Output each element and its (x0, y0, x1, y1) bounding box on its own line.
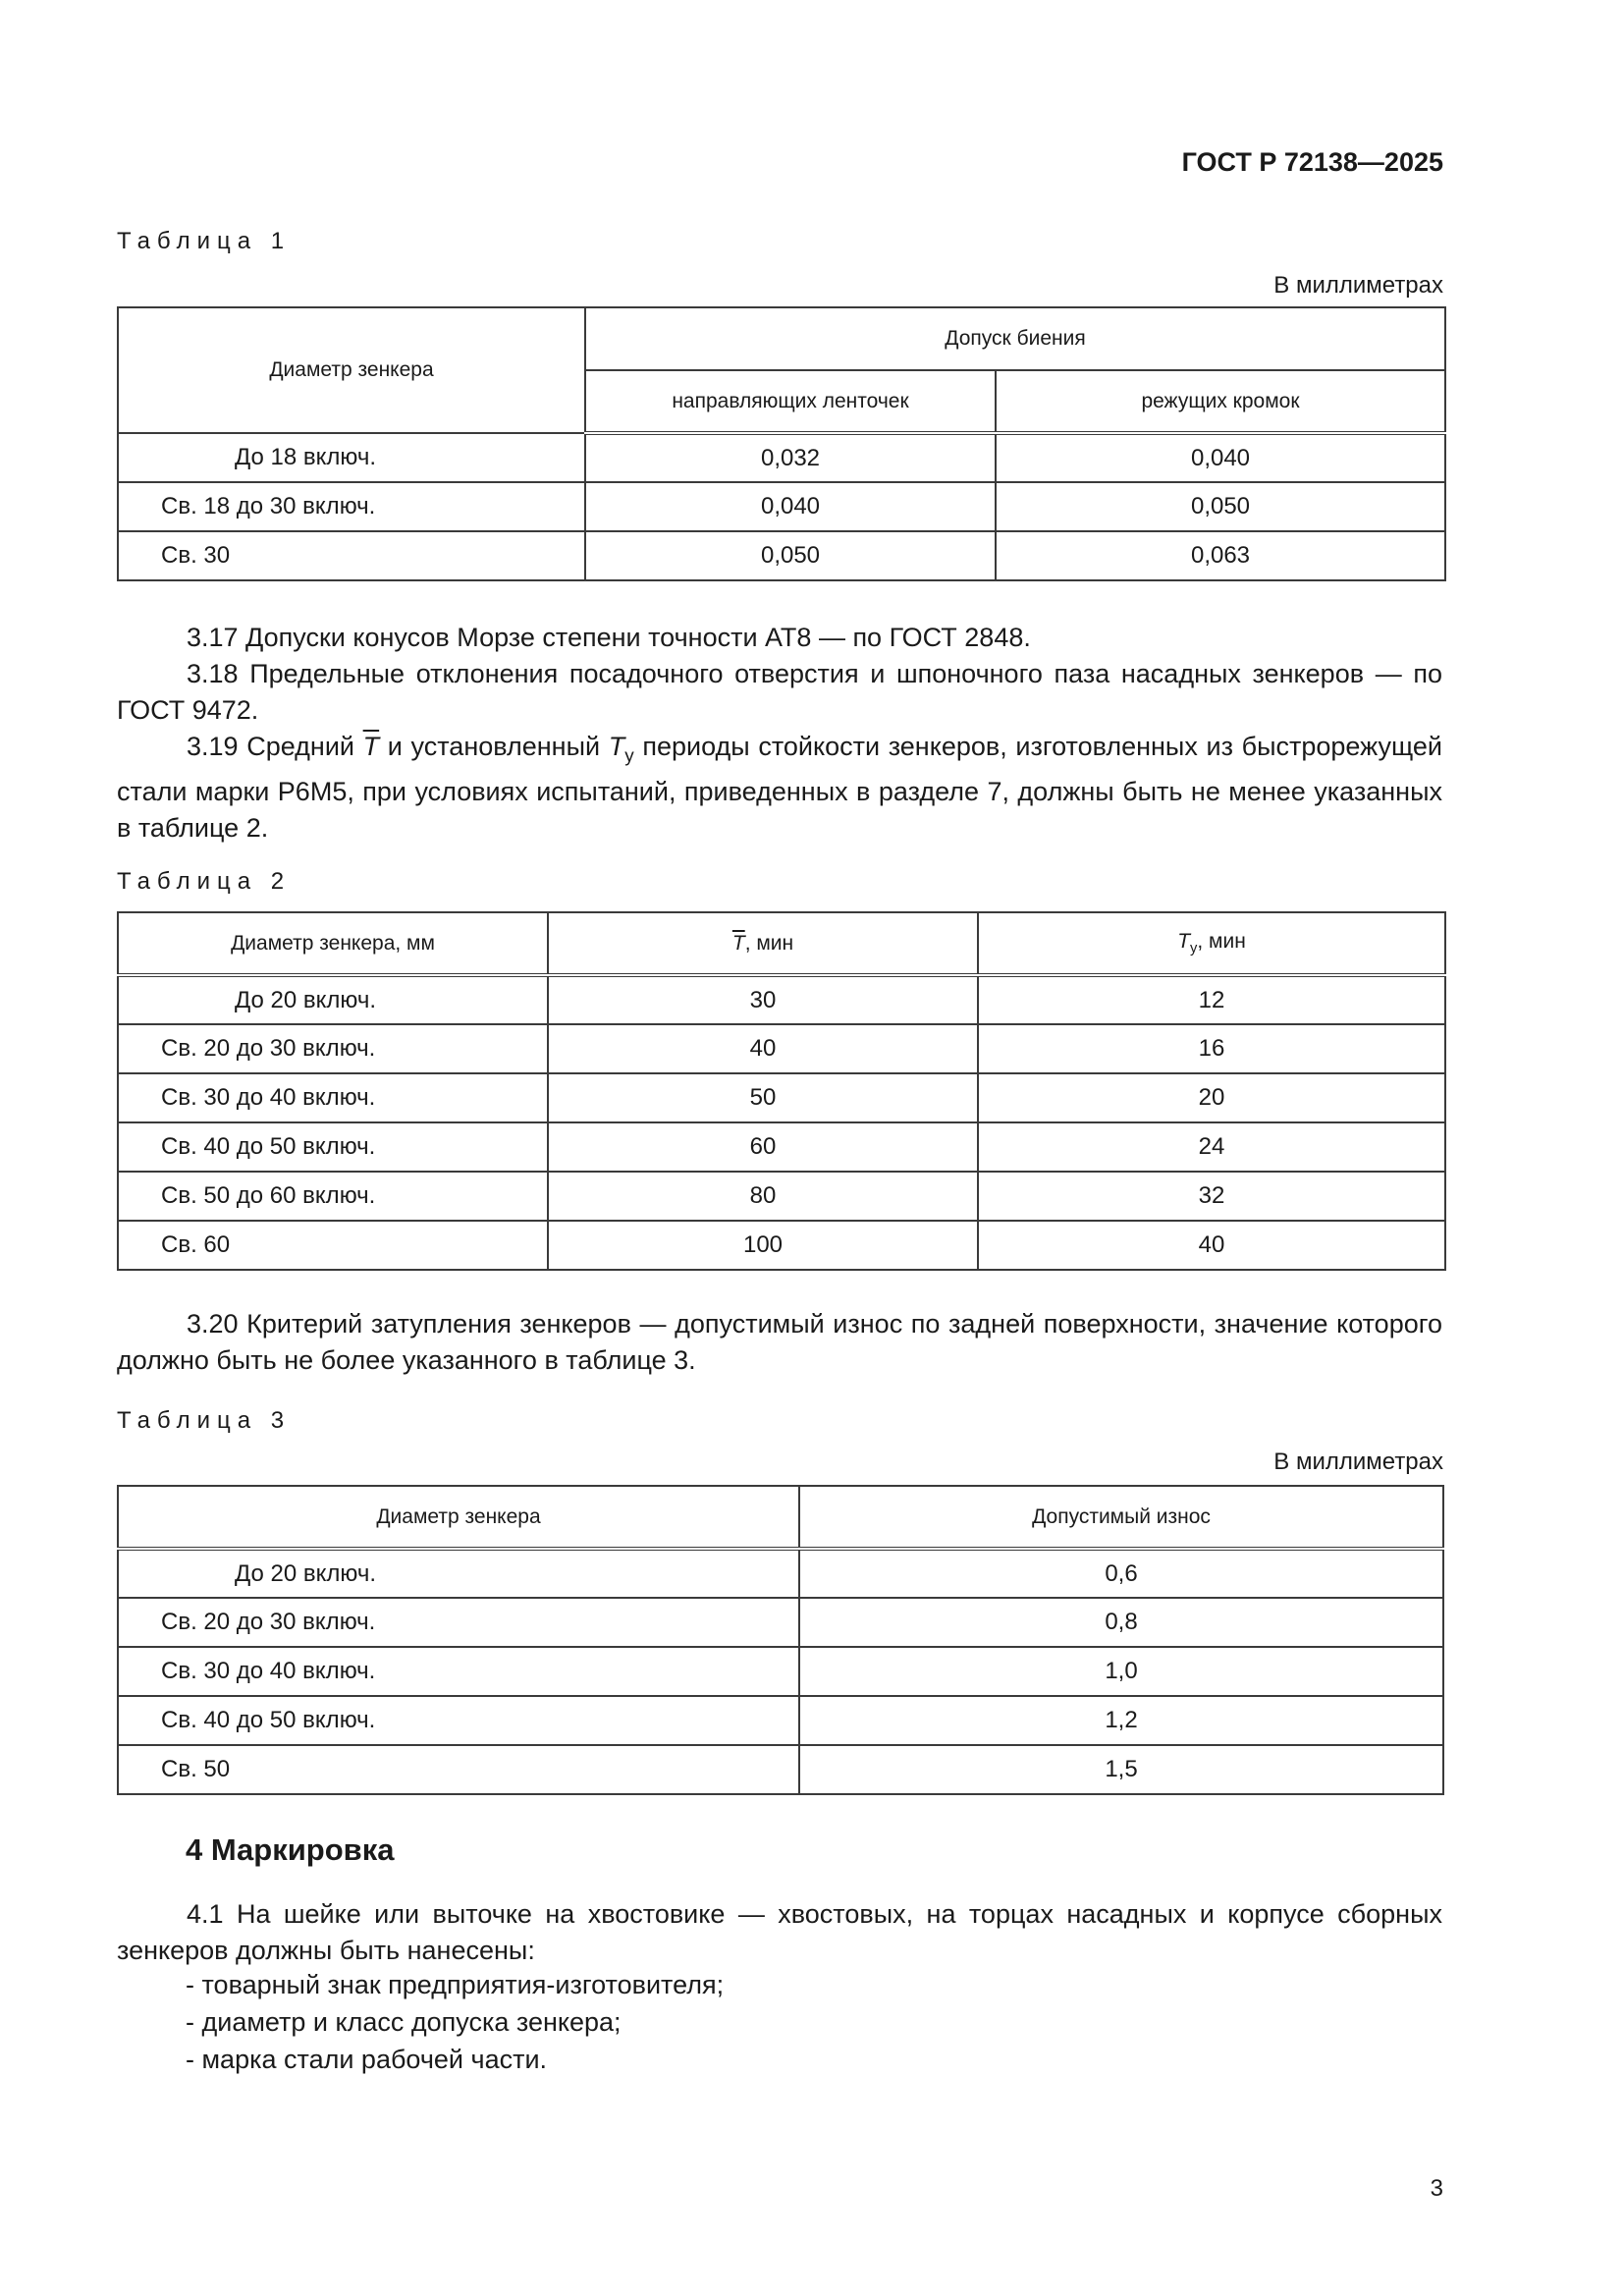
paragraph-4-1: 4.1 На шейке или выточке на хвостовике — хвостовых, на торцах насадных и корпусе сборных зенкеров должны быть нанесены: (117, 1899, 1442, 1965)
table-row (118, 975, 1445, 1024)
table2-header-t-set: $T_у$, мин (978, 912, 1445, 975)
table2-cell-diameter: Св. 50 до 60 включ. (118, 1172, 548, 1221)
table2-caption: Таблица 2 (117, 868, 292, 895)
table3 (117, 1485, 1444, 1795)
table1-header-edges: режущих кромок (996, 370, 1445, 433)
t-set-symbol: T (608, 732, 625, 761)
table2-cell-t-set: 32 (978, 1172, 1445, 1221)
table2-cell-t-set: 12 (978, 975, 1445, 1024)
table2-cell-diameter: Св. 60 (118, 1221, 548, 1270)
table-row (118, 1598, 1443, 1647)
list-item: - товарный знак предприятия-изготовителя; (186, 1970, 725, 1999)
document-code: ГОСТ Р 72138—2025 (1181, 147, 1443, 177)
table-row (118, 1221, 1445, 1270)
table3-caption: Таблица 3 (117, 1407, 292, 1434)
paragraph-3-20: 3.20 Критерий затупления зенкеров — допустимый износ по задней поверхности, значение которого должно быть не более указанного в таблице 3. (117, 1309, 1442, 1375)
paragraph-3-18: 3.18 Предельные отклонения посадочного отверстия и шпоночного паза насадных зенкеров — по ГОСТ 9472. (117, 659, 1442, 725)
table3-units: В миллиметрах (1273, 1449, 1443, 1475)
table1-cell-guides: 0,032 (585, 433, 996, 482)
table2-cell-t-mean: 30 (548, 975, 978, 1024)
table3-cell-diameter: До 20 включ. (118, 1549, 799, 1598)
table2-cell-t-set: 40 (978, 1221, 1445, 1270)
table3-header-diameter: Диаметр зенкера (118, 1486, 799, 1549)
table1-cell-edges: 0,063 (996, 531, 1445, 580)
table-row (118, 482, 1445, 531)
table2 (117, 911, 1446, 1271)
table1-cell-diameter: Св. 30 (118, 531, 585, 580)
table2-cell-t-mean: 40 (548, 1024, 978, 1073)
table-row (118, 1172, 1445, 1221)
table1-cell-guides: 0,050 (585, 531, 996, 580)
table3-cell-wear: 0,8 (799, 1598, 1443, 1647)
table1-header-diameter: Диаметр зенкера (118, 307, 585, 433)
table2-cell-t-mean: 80 (548, 1172, 978, 1221)
table2-cell-t-mean: 60 (548, 1122, 978, 1172)
table1-cell-diameter: Св. 18 до 30 включ. (118, 482, 585, 531)
table1-cell-edges: 0,050 (996, 482, 1445, 531)
page-number: 3 (1430, 2175, 1443, 2202)
table3-cell-wear: 1,2 (799, 1696, 1443, 1745)
table2-cell-t-set: 16 (978, 1024, 1445, 1073)
table3-cell-diameter: Св. 30 до 40 включ. (118, 1647, 799, 1696)
table2-cell-t-mean: 100 (548, 1221, 978, 1270)
table3-header-wear: Допустимый износ (799, 1486, 1443, 1549)
table3-cell-wear: 1,5 (799, 1745, 1443, 1794)
table3-cell-diameter: Св. 40 до 50 включ. (118, 1696, 799, 1745)
table2-cell-t-mean: 50 (548, 1073, 978, 1122)
table-row (118, 1696, 1443, 1745)
table1-cell-diameter: До 18 включ. (118, 433, 585, 482)
table1 (117, 306, 1446, 581)
table2-cell-diameter: Св. 30 до 40 включ. (118, 1073, 548, 1122)
table-row (118, 1745, 1443, 1794)
paragraph-3-19: 3.19 Средний $\overline{T}$ и установленный $T_у$ периоды стойкости зенкеров, изготовленных из быстрорежущей стали марки Р6М5, при условиях испытаний, приведенных в разделе 7, должны быть не менее указанных в таблице 2. (117, 732, 1442, 844)
table3-cell-diameter: Св. 20 до 30 включ. (118, 1598, 799, 1647)
list-item: - диаметр и класс допуска зенкера; (186, 2007, 622, 2037)
table1-header-guides: направляющих ленточек (585, 370, 996, 433)
table2-cell-diameter: До 20 включ. (118, 975, 548, 1024)
table-row (118, 1073, 1445, 1122)
table3-cell-wear: 0,6 (799, 1549, 1443, 1598)
table3-cell-wear: 1,0 (799, 1647, 1443, 1696)
table-row (118, 433, 1445, 482)
table-row (118, 1024, 1445, 1073)
table-row (118, 1549, 1443, 1598)
table1-header-runout: Допуск биения (585, 307, 1445, 370)
table2-cell-t-set: 24 (978, 1122, 1445, 1172)
paragraph-3-17: 3.17 Допуски конусов Морзе степени точности АТ8 — по ГОСТ 2848. (187, 623, 1031, 652)
table1-cell-edges: 0,040 (996, 433, 1445, 482)
table-row (118, 1122, 1445, 1172)
table-row (118, 531, 1445, 580)
table2-header-diameter: Диаметр зенкера, мм (118, 912, 548, 975)
table1-caption: Таблица 1 (117, 228, 292, 254)
t-mean-symbol: $\overline{T}$ (362, 732, 380, 761)
table2-cell-diameter: Св. 40 до 50 включ. (118, 1122, 548, 1172)
table2-header-t-mean: $\overline{T}$, мин (548, 912, 978, 975)
table1-cell-guides: 0,040 (585, 482, 996, 531)
table1-units: В миллиметрах (1273, 272, 1443, 299)
table2-cell-t-set: 20 (978, 1073, 1445, 1122)
section-4-heading: 4 Маркировка (186, 1832, 395, 1867)
list-item: - марка стали рабочей части. (186, 2045, 548, 2074)
table3-cell-diameter: Св. 50 (118, 1745, 799, 1794)
table-row (118, 1647, 1443, 1696)
table2-cell-diameter: Св. 20 до 30 включ. (118, 1024, 548, 1073)
